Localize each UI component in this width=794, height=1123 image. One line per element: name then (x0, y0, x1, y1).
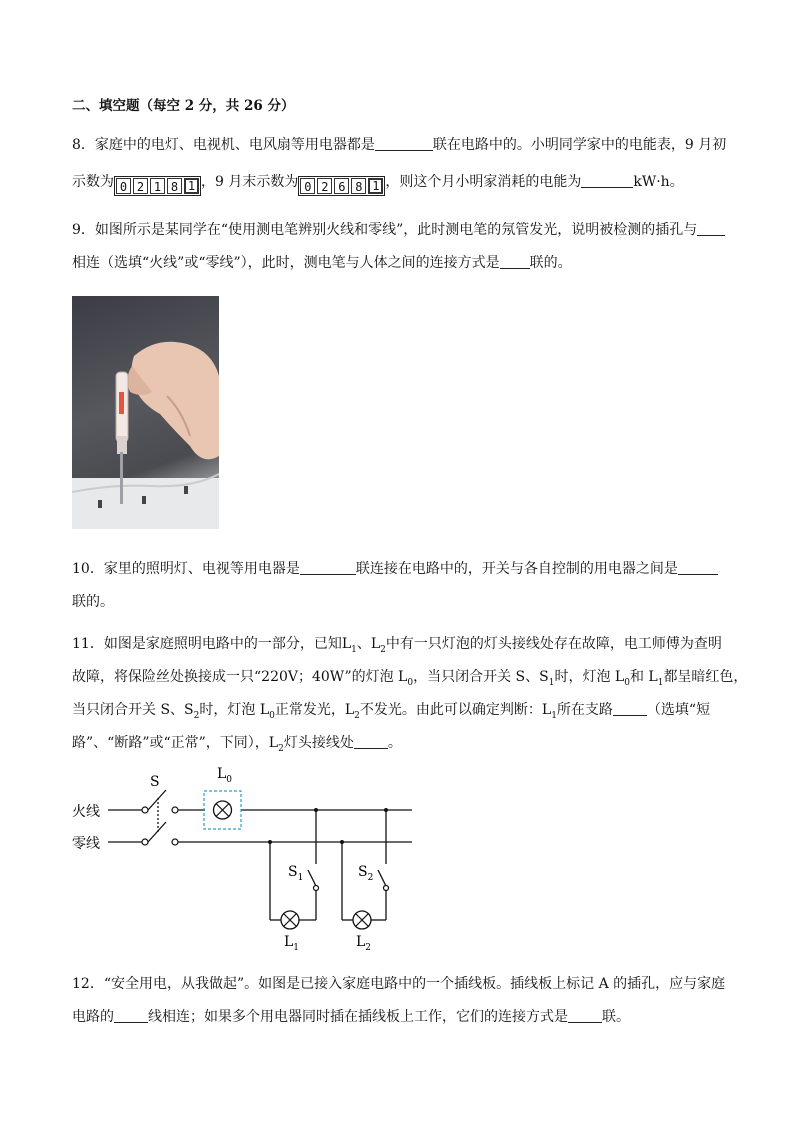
live-wire-label: 火线 (72, 804, 100, 820)
q8-text-d: ，9 月末示数为 (201, 174, 299, 190)
q8-blank-1[interactable] (375, 136, 433, 151)
q8-text-a: 8．家庭中的电灯、电视机、电风扇等用电器都是 (72, 137, 375, 153)
meter-digit: 8 (351, 178, 366, 194)
q9-blank-2[interactable] (500, 254, 530, 269)
q11-text: 正常发光，L (274, 702, 355, 718)
q11-text: 中有一只灯泡的灯头接线处存在故障，电工师傅为查明 (385, 636, 722, 652)
neutral-wire-label: 零线 (72, 836, 100, 852)
q8-text-e: ，则这个月小明家消耗的电能为 (385, 174, 582, 190)
meter-digit: 8 (167, 178, 182, 194)
q12-text-a: 电路的 (72, 1009, 114, 1025)
q12-text-b: 线相连；如果多个用电器同时插在插线板上工作，它们的连接方式是 (148, 1009, 568, 1025)
q11-text: 灯头接线处 (283, 735, 354, 751)
meter-digit-decimal: 1 (368, 178, 383, 194)
q9-text-b: 相连（选填“火线”或“零线”），此时，测电笔与人体之间的连接方式是 (72, 255, 500, 271)
subscript: 2 (278, 743, 284, 754)
q11-text: 。 (387, 735, 402, 751)
subscript: 2 (380, 644, 386, 655)
q11-text: 和 L (629, 669, 658, 685)
subscript: 0 (269, 710, 275, 721)
q12-text-c: 联。 (602, 1009, 630, 1025)
section-title: 二、填空题（每空 2 分，共 26 分） (72, 98, 295, 114)
question-10-line-1 (72, 559, 718, 579)
question-10-line-2: 联的。 (72, 594, 114, 610)
question-11-line-3 (72, 700, 710, 726)
meter-digit: 0 (300, 178, 315, 194)
meter-digit: 2 (133, 178, 148, 194)
question-8-line-1 (72, 135, 726, 155)
subscript: 1 (657, 677, 664, 688)
q11-text: 当只闭合开关 S、S (72, 702, 194, 718)
q11-text: 时，灯泡 L (554, 669, 625, 685)
q11-text: 路”、“断路”或“正常”，下同），L (72, 735, 279, 751)
question-9-line-1 (72, 220, 725, 240)
meter-digit-decimal: 1 (184, 178, 199, 194)
q12-blank-1[interactable] (114, 1008, 148, 1023)
meter-end (298, 176, 385, 196)
q11-text: 故障，将保险丝处换接成一只“220V；40W”的灯泡 L (72, 669, 408, 685)
subscript: 1 (551, 710, 557, 721)
q12-blank-2[interactable] (568, 1008, 602, 1023)
meter-digit: 6 (334, 178, 349, 194)
q11-text: 、L (356, 636, 381, 652)
q8-unit: kW·h。 (633, 174, 684, 190)
test-pen-illustration (72, 296, 219, 529)
question-12-line-1: 12．“安全用电，从我做起”。如图是已接入家庭电路中的一个插线板。插线板上标记 A 的插孔，应与家庭 (72, 976, 726, 992)
q11-text: 不发光。由此可以确定判断：L (359, 702, 552, 718)
q9-text-a: 9．如图所示是某同学在“使用测电笔辨别火线和零线”，此时测电笔的氖管发光，说明被检测的插孔与 (72, 222, 698, 238)
q11-blank-1[interactable] (613, 701, 647, 716)
switch-s2-label: $S_2$ (358, 864, 374, 883)
q8-blank-2[interactable] (581, 173, 633, 188)
q11-text: ，当只闭合开关 S、S (413, 669, 549, 685)
lamp-l1-label: $L_1$ (284, 934, 300, 953)
switch-s-label: S (150, 774, 160, 790)
q11-text: 11．如图是家庭照明电路中的一部分，已知L (72, 636, 352, 652)
question-12-line-2 (72, 1007, 630, 1027)
question-11-line-4 (72, 733, 402, 759)
test-pen-photo (72, 296, 219, 529)
q9-blank-1[interactable] (697, 221, 725, 236)
q11-text: （选填“短 (646, 702, 711, 718)
circuit-diagram (60, 760, 430, 960)
subscript: 1 (351, 644, 357, 655)
q11-text: 都呈暗红色， (663, 669, 748, 685)
subscript: 0 (407, 677, 414, 688)
subscript: 1 (548, 677, 555, 688)
q10-blank-1[interactable] (300, 560, 356, 575)
subscript: 2 (193, 710, 200, 721)
q10-blank-2[interactable] (678, 560, 718, 575)
lamp-l2-label: $L_2$ (356, 934, 372, 953)
q11-text: 时，灯泡 L (199, 702, 270, 718)
q8-text-b: 联在电路中的。小明同学家中的电能表，9 月初 (432, 137, 727, 153)
q10-text-b: 联连接在电路中的，开关与各自控制的用电器之间是 (355, 561, 678, 577)
meter-digit: 0 (116, 178, 131, 194)
q11-blank-2[interactable] (354, 734, 388, 749)
question-11-line-1 (72, 634, 722, 660)
meter-start (114, 176, 201, 196)
q10-text-a: 10．家里的照明灯、电视等用电器是 (72, 561, 300, 577)
meter-digit: 2 (317, 178, 332, 194)
question-11-line-2 (72, 667, 747, 693)
switch-s1-label: $S_1$ (288, 864, 304, 883)
q11-text: 所在支路 (556, 702, 613, 718)
lamp-l0-label: $L_0$ (217, 766, 233, 785)
question-8-line-2 (72, 172, 684, 196)
question-9-line-2 (72, 253, 572, 273)
q8-text-c: 示数为 (72, 174, 114, 190)
subscript: 2 (354, 710, 360, 721)
subscript: 0 (624, 677, 630, 688)
meter-digit: 1 (150, 178, 165, 194)
q9-text-c: 联的。 (529, 255, 572, 271)
